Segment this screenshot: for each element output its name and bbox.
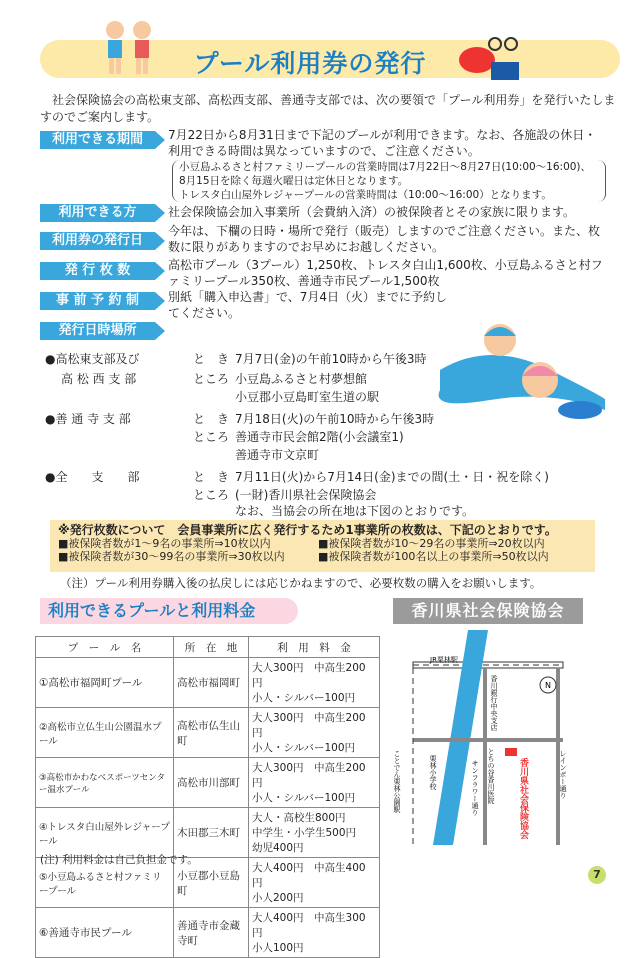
venue-time: 7月7日(金)の午前10時から午後3時 bbox=[235, 352, 427, 366]
label-issue-date: 利用券の発行日 bbox=[40, 232, 155, 250]
pool-name: ④トレスタ白山屋外レジャープール bbox=[36, 808, 174, 858]
label-quantity: 発 行 枚 数 bbox=[40, 262, 155, 280]
venue-sub: 高 松 西 支 部 bbox=[61, 372, 137, 386]
fees-heading: 利用できるプールと利用料金 bbox=[40, 598, 298, 624]
refund-note: （注）プール利用券購入後の払戻しには応じかねますので、必要枚数の購入をお願いします。 bbox=[60, 576, 542, 590]
page-title: プール利用券の発行 bbox=[193, 49, 427, 78]
pool-location: 高松市川部町 bbox=[174, 758, 249, 808]
venue-place2: 小豆郡小豆島町室生道の駅 bbox=[235, 390, 380, 404]
text-reservation: 別紙「購入申込書」で、7月4日（火）までに予約してください。 bbox=[168, 290, 448, 320]
pool-name: ⑤小豆島ふるさと村ファミリープール bbox=[36, 858, 174, 908]
venue-place: (一財)香川県社会保険協会 bbox=[235, 488, 377, 502]
fee-line: 小人100円 bbox=[252, 942, 304, 954]
map-label: とちの谷香川医院 bbox=[487, 748, 495, 804]
pool-location: 高松市仏生山町 bbox=[174, 708, 249, 758]
fee-line: 大人400円 中高生300円 bbox=[252, 912, 366, 939]
venue-time-label: と き bbox=[193, 470, 230, 484]
venue-place-label: ところ bbox=[193, 488, 230, 502]
text-eligibility: 社会保険協会加入事業所（会費納入済）の被保険者とその家族に限ります。 bbox=[168, 205, 576, 219]
venue-row bbox=[45, 388, 625, 406]
venue-branch: ●全 支 部 bbox=[45, 470, 140, 484]
swim-gear-icon bbox=[455, 34, 525, 84]
pool-fee bbox=[249, 658, 380, 708]
col-header: 利 用 料 金 bbox=[249, 637, 380, 658]
pool-location: 小豆郡小豆島町 bbox=[174, 858, 249, 908]
venue-branch: ●高松東支部及び bbox=[45, 352, 140, 366]
table-header bbox=[36, 637, 380, 658]
pool-fee bbox=[249, 708, 380, 758]
fee-line: 幼児400円 bbox=[252, 842, 304, 854]
map-label: 香川県社会保険協会 bbox=[518, 758, 528, 839]
venue-row bbox=[45, 468, 625, 486]
table-row bbox=[36, 658, 380, 708]
venue-time: 7月18日(火)の午前10時から午後3時 bbox=[235, 412, 435, 426]
fee-line: 大人300円 中高生200円 bbox=[252, 762, 366, 789]
map-label: N bbox=[545, 681, 551, 690]
map-label: JR栗林駅 bbox=[430, 656, 458, 664]
fee-line: 小人・シルバー100円 bbox=[252, 792, 356, 804]
map-label: 栗林小学校 bbox=[429, 755, 437, 790]
venue-place2: 善通寺市文京町 bbox=[235, 448, 320, 462]
label-reservation: 事 前 予 約 制 bbox=[40, 292, 155, 310]
limits-heading: ※発行枚数について 会員事業所に広く発行するため1事業所の枚数は、下記のとおりです。 bbox=[58, 523, 557, 537]
pool-location: 高松市福岡町 bbox=[174, 658, 249, 708]
pool-fee bbox=[249, 908, 380, 958]
venue-row bbox=[45, 370, 625, 388]
page-number: 7 bbox=[588, 866, 606, 884]
intro-text: 社会保険協会の高松東支部、高松西支部、善通寺支部では、次の要領で「プール利用券」を発行いたしますのでご案内します。 bbox=[40, 93, 616, 124]
map-label: ことでん栗林公園駅 bbox=[393, 750, 401, 813]
label-eligibility: 利用できる方 bbox=[40, 204, 155, 222]
period-note-line: 8月15日を除く毎週火曜日は定休日となります。 bbox=[179, 175, 409, 187]
table-row bbox=[36, 808, 380, 858]
map-label: サンフラワー通り bbox=[471, 760, 479, 816]
map-label: 香川銀行中央支店 bbox=[490, 675, 498, 731]
org-name-bar: 香川県社会保険協会 bbox=[393, 598, 583, 624]
fee-line: 小人200円 bbox=[252, 892, 304, 904]
pool-name: ③高松市かわなべスポーツセンター温水プール bbox=[36, 758, 174, 808]
pool-fee bbox=[249, 758, 380, 808]
fee-line: 小人・シルバー100円 bbox=[252, 742, 356, 754]
venue-branch: ●善 通 寺 支 部 bbox=[45, 412, 131, 426]
venue-row bbox=[45, 502, 625, 520]
pool-fee bbox=[249, 808, 380, 858]
map-label: レインボー通り bbox=[559, 750, 567, 799]
fee-line: 大人300円 中高生200円 bbox=[252, 712, 366, 739]
venue-place2: なお、当協会の所在地は下図のとおりです。 bbox=[235, 504, 475, 518]
pool-name: ②高松市立仏生山公園温水プール bbox=[36, 708, 174, 758]
table-row bbox=[36, 908, 380, 958]
venue-time: 7月11日(火)から7月14日(金)までの間(土・日・祝を除く) bbox=[235, 470, 549, 484]
text-issue-date: 今年は、下欄の日時・場所で発行（販売）しますのでご注意ください。また、枚数に限りがありますのでお早めにお越しください。 bbox=[168, 224, 601, 254]
label-schedule: 発行日時場所 bbox=[40, 322, 155, 340]
venue-place-label: ところ bbox=[193, 430, 230, 444]
fee-line: 小人・シルバー100円 bbox=[252, 692, 356, 704]
venue-row bbox=[45, 350, 625, 368]
fee-table bbox=[35, 636, 380, 958]
pool-name: ①高松市福岡町プール bbox=[36, 658, 174, 708]
period-note-line: 小豆島ふるさと村ファミリープールの営業時間は7月22日～8月27日(10:00～16:00)、 bbox=[179, 161, 592, 173]
location-map bbox=[393, 630, 583, 845]
pool-fee bbox=[249, 858, 380, 908]
pool-location: 善通寺市金蔵寺町 bbox=[174, 908, 249, 958]
venue-time-label: と き bbox=[193, 352, 230, 366]
text-period: 7月22日から8月31日まで下記のプールが利用できます。なお、各施設の休日・利用できる時間は異なっていますので、ご注意ください。 bbox=[168, 128, 597, 158]
venue-row bbox=[45, 446, 625, 464]
text-quantity: 高松市プール（3プール）1,250枚、トレスタ白山1,600枚、小豆島ふるさと村ファミリープール350枚、善通寺市民プール1,500枚 bbox=[168, 258, 603, 288]
period-note bbox=[172, 160, 606, 202]
label-period: 利用できる期間 bbox=[40, 131, 155, 149]
fee-line: 中学生・小学生500円 bbox=[252, 827, 357, 839]
fee-line: 大人400円 中高生400円 bbox=[252, 862, 366, 889]
col-header: プ ー ル 名 bbox=[36, 637, 174, 658]
fee-footnote: (注) 利用料金は自己負担金です。 bbox=[40, 854, 198, 866]
venue-place-label: ところ bbox=[193, 372, 230, 386]
venue-row bbox=[45, 428, 625, 446]
pool-location: 木田郡三木町 bbox=[174, 808, 249, 858]
table-row bbox=[36, 708, 380, 758]
col-header: 所 在 地 bbox=[174, 637, 249, 658]
table-row bbox=[36, 758, 380, 808]
limits-box bbox=[50, 520, 595, 572]
limits-item: ■被保険者数が30～99名の事業所⇒30枚以内 bbox=[58, 550, 285, 563]
period-note-line: トレスタ白山屋外レジャープールの営業時間は（10:00～16:00）となります。 bbox=[179, 189, 552, 201]
venue-row bbox=[45, 410, 625, 428]
venue-place: 善通寺市民会館2階(小会議室1) bbox=[235, 430, 404, 444]
limits-item: ■被保険者数が1～9名の事業所⇒10枚以内 bbox=[58, 537, 271, 550]
limits-item: ■被保険者数が100名以上の事業所⇒50枚以内 bbox=[318, 550, 549, 563]
fee-line: 大人・高校生800円 bbox=[252, 812, 346, 824]
venue-place: 小豆島ふるさと村夢想館 bbox=[235, 372, 368, 386]
limits-item: ■被保険者数が10～29名の事業所⇒20枚以内 bbox=[318, 537, 545, 550]
fee-line: 大人300円 中高生200円 bbox=[252, 662, 366, 689]
venue-time-label: と き bbox=[193, 412, 230, 426]
pool-name: ⑥善通寺市民プール bbox=[36, 908, 174, 958]
